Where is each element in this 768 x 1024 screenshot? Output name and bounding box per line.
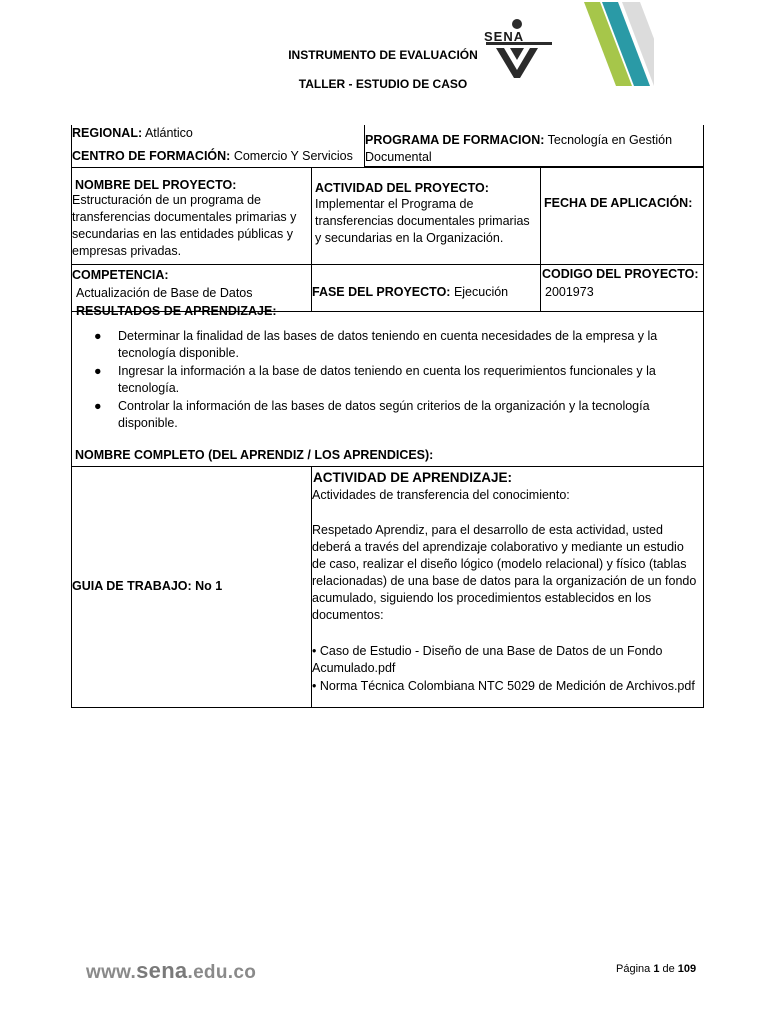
actividad-aprendizaje-sub: Actividades de transferencia del conocimiento: [312, 488, 570, 502]
actividad-proyecto-value: Implementar el Programa de transferencias documentales primarias y secundarias en la Organización. [315, 197, 530, 245]
codigo-value: 2001973 [545, 285, 594, 299]
programa-field [365, 132, 700, 166]
competencia-value: Actualización de Base de Datos [76, 286, 253, 300]
header-stripes [570, 0, 768, 100]
centro-label: CENTRO DE FORMACIÓN: [72, 149, 231, 163]
programa-value: Tecnología en Gestión Documental [365, 133, 673, 164]
actividad-aprendizaje-label: ACTIVIDAD DE APRENDIZAJE: [313, 470, 513, 485]
regional-field [72, 125, 193, 142]
sena-logo [480, 18, 558, 80]
regional-value: Atlántico [144, 126, 193, 140]
list-item: ● Controlar la información de las bases de datos según criterios de la organización y la tecnología disponible. [94, 399, 650, 430]
centro-field [72, 148, 353, 165]
fase-value: Ejecución [453, 285, 509, 299]
competencia-label: COMPETENCIA: [72, 268, 169, 282]
fase-field [312, 284, 508, 301]
guia-doc-2: • Norma Técnica Colombiana NTC 5029 de Medición de Archivos.pdf [312, 679, 695, 693]
fase-label: FASE DEL PROYECTO: [312, 285, 451, 299]
guia-label: GUIA DE TRABAJO: No 1 [72, 579, 223, 593]
page-number: Página 1 de 109 [616, 963, 697, 975]
footer-website: www.sena.edu.co [86, 958, 257, 983]
list-item: ● Determinar la finalidad de las bases de datos teniendo en cuenta necesidades de la empresa y la tecnología disponible. [94, 329, 658, 360]
document-title: INSTRUMENTO DE EVALUACIÓN [288, 48, 478, 62]
codigo-label: CODIGO DEL PROYECTO: [542, 267, 699, 281]
sena-logo-icon [480, 18, 558, 80]
resultados-list [72, 328, 692, 432]
nombre-completo-label: NOMBRE COMPLETO (DEL APRENDIZ / LOS APRENDICES): [75, 448, 434, 462]
document-subtitle: TALLER - ESTUDIO DE CASO [298, 77, 468, 91]
programa-label: PROGRAMA DE FORMACION: [365, 133, 545, 147]
actividad-proyecto-label: ACTIVIDAD DEL PROYECTO: [315, 181, 489, 195]
guia-paragraph: Respetado Aprendiz, para el desarrollo de esta actividad, usted deberá a través del aprendizaje colaborativo y mediante un estudio de caso, realizar el diseño lógico (modelo relacional) y físico (tablas relacionadas) de una base de datos para la organización de un fondo acumulado, siguiendo los procedimientos establecidos en los documentos: [312, 523, 697, 622]
centro-value: Comercio Y Servicios [233, 149, 353, 163]
list-item: ● Ingresar la información a la base de datos teniendo en cuenta los requerimientos funcionales y la tecnología. [94, 364, 656, 395]
proyecto-value: Estructuración de un programa de transferencias documentales primarias y secundarias en las entidades públicas y empresas privadas. [72, 193, 297, 258]
guia-doc-1: • Caso de Estudio - Diseño de una Base de Datos de un Fondo Acumulado.pdf [312, 644, 663, 675]
proyecto-label: NOMBRE DEL PROYECTO: [75, 178, 237, 192]
regional-label: REGIONAL: [72, 126, 143, 140]
resultados-label: RESULTADOS DE APRENDIZAJE: [76, 306, 277, 318]
fecha-label: FECHA DE APLICACIÓN: [544, 196, 693, 210]
logo-text: SENA [484, 29, 525, 44]
